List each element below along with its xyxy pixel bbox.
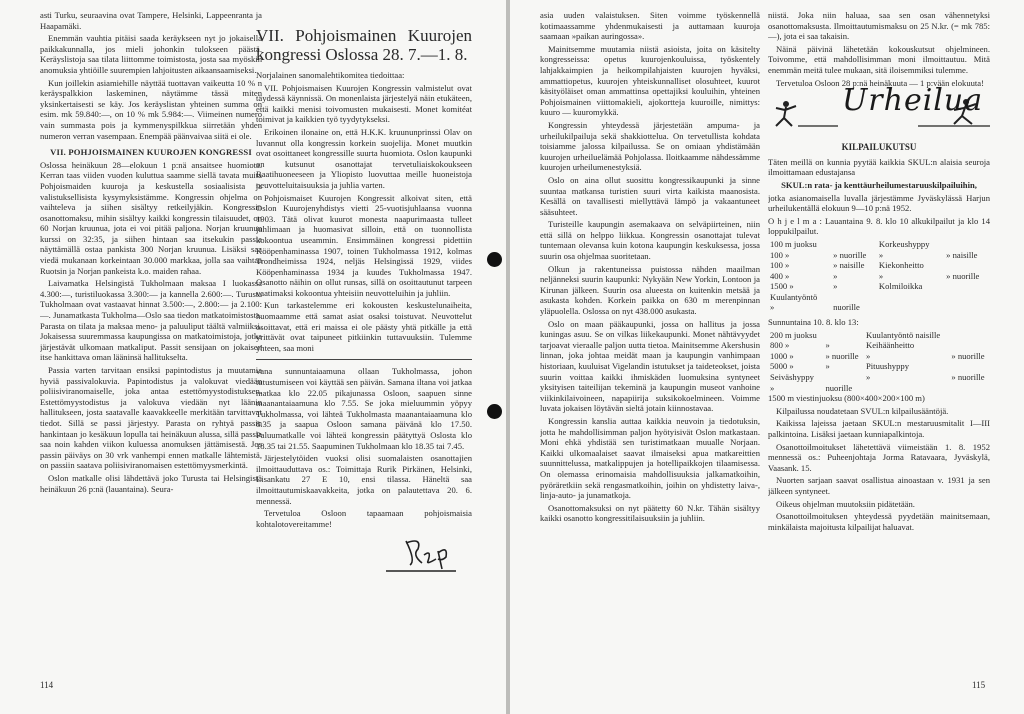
left-column-1	[40, 10, 262, 496]
table-cell: »	[770, 382, 775, 393]
paragraph: Oslo on aina ollut suosittu kongressikaupunki ja sinne suuntaa matkansa turistien suuri virta kaikista maanosista. Kesällä on tavallisesti miellyttävä lämpö ja vakaantuneet sääsuhteet.	[540, 174, 760, 217]
paragraph: Kun tarkastelemme eri kokousten keskustelunaiheita, huomaamme että samat asiat osaksi toistuvat. Neuvottelut osoittavat, että eri maissa ei ole päästy yhtä pitkälle ja että yrittävät ovat taipuneet pitkiinkin tuttavuuksiin. Tulemme yhteen, saa moni	[256, 300, 472, 353]
table-cell: nuorille	[825, 382, 853, 393]
paragraph: niistä. Joka niin haluaa, saa sen osan vähennetyksi osanottomaksusta. Ilmoittautumismaksu on 25 N.kr. (= mk 785:—), jota ei saa takaisin.	[768, 10, 990, 42]
table-row	[768, 239, 990, 250]
table-cell: »	[825, 361, 830, 372]
paragraph: Erikoinen ilonaine on, että H.K.K. kruununprinssi Olav on luvannut olla kongressin korkein suojelija. Monet muutkin ovat osoittaneet kongressille suurta huomiota. Oslon kaupunki on kutsunut osanottajat tervetuliaiskokoukseen Raatihuoneeseen ja Yliopisto luovuttaa meille huoneistoja neuvotteluitaisuuksia ja juhlia varten.	[256, 126, 472, 190]
paragraph: Kilpailussa noudatetaan SVUL:n kilpailusääntöjä.	[776, 405, 949, 416]
table-cell: nuorille	[833, 302, 860, 313]
program-table-saturday	[768, 239, 990, 313]
table-cell	[944, 292, 990, 303]
table-cell: » nuorille	[951, 350, 985, 361]
paragraph: Osanottoilmoitukset lähetettävä viimeistään 1. 8. 1952 mennessä os.: Puheenjohtaja Jorma Ratavaara, Jyväskylä, Vaasank. 15.	[768, 441, 990, 473]
table-cell	[949, 330, 990, 341]
paragraph: Pohjoismaiset Kuurojen Kongressit alkoivat siten, että Oslon Kuurojenyhdistys vietti 25-vuotisjuhlaansa vuonna 1903. Tätä olivat kuurot monesta naapurimaasta tulleet juhlimaan ja huomasivat silloin, että on tuonnollista kokoontua useammin. Ensimmäinen kongressi pidettiin Kööpenhaminassa 1907, toinen Tukholmassa 1912, kolmas Trondheimissa 1924, neljäs Helsingissä 1929, viides Kööpenhaminassa 1934 ja kuudes Tukholmassa 1947. Osanotto näihin on ollut runsas, sillä on osoittautunut tarpeen vaatimaksi kokoontua yhteisiin neuvotteluihin ja juhliin.	[256, 192, 472, 298]
right-column-1	[540, 10, 760, 526]
paragraph: Kongressin yhteydessä järjestetään ampuma- ja urheilukilpailuja sekä shakkiottelua. On tervetullista kohdata toisiamme jalossa kilpailussa. Se on omiaan yhdistämään kuurojen urheiluelämää Pohjolassa. Iloitkaamme nähdessämme kuurojen urheilumenestyksiä.	[540, 119, 760, 173]
table-cell: Keihäänheitto	[866, 340, 915, 351]
table-row	[768, 361, 990, 372]
divider	[256, 359, 472, 360]
table-cell: » nuorille	[833, 249, 867, 260]
table-cell	[949, 383, 990, 394]
table-cell: » nuorille	[946, 270, 980, 281]
paragraph: Norjalainen sanomalehtikomitea tiedoittaa:	[256, 70, 405, 80]
table-cell: Pituushyppy	[866, 361, 909, 372]
table-cell: »	[825, 340, 830, 351]
paragraph: Tervetuloa Osloon 28 p:nä heinäkuuta — 1 p:vään elokuuta!	[776, 77, 984, 88]
section-heading: VII. POHJOISMAINEN KUUROJEN KONGRESSI	[50, 147, 252, 158]
table-cell: Kuulantyöntö	[770, 291, 818, 302]
table-cell: » naisille	[833, 260, 865, 271]
article-title: VII. Pohjoismainen Kuurojen kongressi Oslossa 28. 7.—1. 8.	[256, 26, 472, 64]
binding-hole	[487, 404, 502, 419]
table-row	[768, 351, 990, 362]
table-cell: 1500 »	[770, 281, 794, 292]
paragraph: Enemmän vauhtia pitäisi saada keräykseen nyt jo jokaisella paikkakunnalla, jos mieli johonkin tulokseen päästä. Keräyslistoja saa tilata liittomme toimistosta, josta saa myöskin anomuksia yhtiöille suurempien lahjoitusten aikaansaamiseksi.	[40, 33, 262, 75]
paragraph: Oslo on maan pääkaupunki, jossa on hallitus ja jossa kuningas asuu. Se on vilkas liikekaupunki. Monet nähtävyydet tarjoavat vieraalle paljon uutta tietoa. Mainitsemme Akershusin linnan, joka johtaa meidät maan ja kaupungin vanhimpaan historiaan, kuuluisat Vigelandin istutukset ja taideteokset, joista suurin voittaa kaikki ihmiskäden luomuksina syntyneet yksityisen taiteilijan tekeminä ja kaupungin museot vanhoine viikinkilaivoineen, napapiirija suksikokoelmineen. Voimme luvata jokaisen löytävän sieltä jotain kiinnostavaa.	[540, 318, 760, 414]
table-cell: 400 »	[770, 270, 790, 281]
table-row	[768, 260, 990, 271]
banner-title: Urheilua	[842, 83, 984, 119]
page-number: 114	[40, 680, 54, 690]
left-page	[0, 0, 506, 714]
table-cell	[823, 372, 864, 383]
paragraph: Oslossa heinäkuun 28—elokuun 1 p:nä ansaitsee huomiota. Kerran taas viiden vuoden kuluttua saamme siellä tavata muita Pohjoismaiden kuuroja ja keskustella sosiaalisista ja valistuksellisista kysymyksistämme. Kongressin ohjelma on vaihteleva ja siihen sisältyy retkeilyjäkin. Kongressin osanottomaksu, mihin sisältyy kaikki kongressin tilaisuudet, on 60 Norjan kruunua, jota ei voi pitää paljona. Norjan kruunun kurssi on 32:35, ja siihen hintaan saa itsekukin passia näyttämällä ostaa pankista 300 Norjan kruunua. Lisäksi saa viedä mukanaan korkeintaan 30.000 markkaa, jolla saa vaihtaa Ruotsin ja Norjan pankeista k.o. maiden rahaa.	[40, 159, 262, 276]
paragraph: asti Turku, seuraavina ovat Tampere, Helsinki, Lappeenranta ja Haapamäki.	[40, 10, 262, 31]
table-cell: 200 m juoksu	[770, 329, 817, 340]
paragraph: Kaikissa lajeissa jaetaan SKUL:n mestaruusmitalit I—III palkintoina. Lisäksi jaetaan kunniapalkintoja.	[768, 418, 990, 439]
table-cell: Kuulantyöntö naisille	[866, 329, 941, 340]
table-cell: 1000 »	[770, 350, 794, 361]
table-cell	[877, 292, 944, 303]
table-cell: 100 »	[770, 260, 790, 271]
paragraph: Kongressin kanslia auttaa kaikkia neuvoin ja tiedotuksin, jotta he mahdollisimman paljon hyötyisivät Oslon matkastaan. Moni ehkä yhdistää sen turistimatkaan muualle Norjaan. Kaikki ulkomaalaiset saavat ilmaiseksi apua matkareittien suunnittelussa, matkalippujen ja hotellipaikkojen tilaamisessa. On olemassa erinomaisia mahdollisuuksia jalkamatkoihin, pyöräretkiin sekä rengasmatkoihin, joihin on yhdistetty laiva-, linja-auto- ja junamatkoja.	[540, 415, 760, 501]
paragraph: Laivamatka Helsingistä Tukholmaan maksaa I luokassa 4.300:—, turistiluokassa 3.300:— ja kannella 2.600:—. Turusta Tukholmaan ovat vastaavat hinnat 3.500:—, 2.800:— ja 2.100:—. Junamatkasta Tukholma—Oslo saa tiedon matkatoimistosta. Parasta on tilata ja maksaa meno- ja paluuliput täältä valmiiksi. Jokaisessa suuremmassa kaupungissa on matkatoimistoja, jotka järjestävät ulkomaan matkaliput. Passit sensijaan on jokaisen itse hankittava oman lääninsä hallitukselta.	[40, 278, 262, 363]
table-cell	[944, 239, 990, 250]
table-row	[768, 372, 990, 383]
table-row	[768, 250, 990, 261]
table-cell: »	[866, 372, 871, 383]
table-cell: » naisille	[946, 249, 978, 260]
table-cell: 100 m juoksu	[770, 238, 817, 249]
table-row	[768, 302, 990, 313]
table-cell	[823, 330, 864, 341]
paragraph: vana sunnuntaiaamuna ollaan Tukholmassa, johon tutustumiseen voi käyttää sen päivän. Samana iltana voi jatkaa matkaa klo 22.05 pikajunassa Osloon, saapuen sinne maanantaiaamuna klo 7.55. Se joka mieluummin yöpyy Tukholmassa, voi lähteä Tukholmasta maanantaiaamuna klo 8.35 ja saapua Osloon samana päivänä klo 17.50. Paluumatkalle voi lähteä kongressin päätyttyä Oslosta klo 18.35 tai 21.55. Saapuminen Tukholmaan klo 18.35 tai 7.45.	[256, 366, 472, 451]
signature-image	[256, 531, 472, 575]
page-number: 115	[972, 680, 986, 690]
table-cell	[877, 302, 944, 313]
signature	[256, 531, 472, 575]
table-cell: »	[770, 302, 775, 313]
table-cell	[949, 340, 990, 351]
table-cell: 100 »	[770, 249, 790, 260]
paragraph: Olkun ja rakentuneissa puistossa nähden maailman neljänneksi suurin kaupunki: Nykyään New Yorkin, Lontoon ja Kirunan jälkeen. Suurin osa alueesta on kuitenkin metsää ja asukasta kohden. Korkein paikka on 630 m merenpinnan yläpuolella. Oslossa on nyt 438.000 asukasta.	[540, 263, 760, 317]
table-cell: Kiekonheitto	[878, 260, 924, 271]
table-row	[768, 271, 990, 282]
table-cell: » nuorille	[825, 350, 859, 361]
paragraph: O h j e l m a : Lauantaina 9. 8. klo 10 alkukilpailut ja klo 14 loppukilpailut.	[768, 215, 990, 237]
table-cell	[831, 292, 877, 303]
paragraph: Järjestelytöiden vuoksi olisi suomalaisten osanottajien ilmoittauduttava os.: Toimittaja Rurik Pirkänen, Helsinki, Lisankatu 27 E 10, ensi tilassa. Häneltä saa ilmoittautumiskaavakkeita, jotka on palautettava 20. 6. mennessä.	[256, 453, 472, 506]
table-cell: Seiväshyppy	[770, 372, 814, 383]
table-cell: »	[878, 249, 884, 260]
table-cell	[944, 260, 990, 271]
table-cell: 5000 »	[770, 361, 794, 372]
right-page	[510, 0, 1024, 714]
table-row	[768, 281, 990, 292]
table-cell: Korkeushyppy	[878, 238, 930, 249]
table-cell	[944, 281, 990, 292]
paragraph: asia uuden valaistuksen. Siten voimme työskennellä kotimaassamme yhdenmukaisesti ja auttamaan kuuroja saamaan »paikan auringossa».	[540, 10, 760, 42]
table-cell: 800 »	[770, 340, 790, 351]
paragraph: Osanottoilmoituksen yhteydessä pyydetään mainitsemaan, minkälaista majoitusta kilpailijat haluavat.	[768, 511, 990, 532]
paragraph: Täten meillä on kunnia pyytää kaikkia SKUL:n alaisia seuroja ilmoittamaan edustajansa	[768, 156, 990, 178]
left-column-2	[256, 4, 472, 575]
paragraph: Nuorten sarjaan saavat osallistua ainoastaan v. 1931 ja sen jälkeen syntyneet.	[768, 475, 990, 496]
binding-hole	[487, 252, 502, 267]
paragraph: SKUL:n rata- ja kenttäurheilumestaruuskilpailuihin,	[781, 179, 977, 190]
urheilua-banner	[768, 83, 990, 132]
table-cell: »	[866, 350, 871, 361]
paragraph: jotka asianomaisella luvalla järjestämme Jyväskylässä Harjun urheilukentällä elokuun 9—10 p:nä 1952.	[768, 192, 990, 214]
paragraph: 1500 m viestinjuoksu (800×400×200×100 m)	[768, 393, 925, 404]
section-heading: KILPAILUKUTSU	[841, 142, 917, 153]
table-cell: Kolmiloikka	[878, 281, 923, 292]
table-cell: »	[833, 270, 838, 281]
paragraph: Passia varten tarvitaan ensiksi papintodistus ja muutamia hyviä passivalokuvia. Papintodistus ja valokuvat viedään poliisiviranomaiselle, joka antaa estettömyystodistuksen. Estettömyystodistus ja valokuva viedään nyt läänin hallitukseen, josta saatavalle kaavakkeelle merkitään tarvittavat tiedot. Sillä se passi järjestyy. Parasta on ryhtyä passin hankintaan jo kesäkuun lopulla tai heinäkuun alussa, sillä passia saa noin kahden viikon kuluessa anomuksen jättämisestä. Jos passin päiväys on 30 vrk vanhempi ennen matkalle lähtemistä, on passiin saatava poliisiviranomaisen estettömyysmerkintä.	[40, 365, 262, 471]
table-row	[768, 330, 990, 341]
paragraph: Sunnuntaina 10. 8. klo 13:	[768, 317, 859, 328]
table-row	[768, 340, 990, 351]
paragraph: Kun joillekin asiamiehille näyttää tuottavan vaikeutta 10 % n keräyspalkkion laskeminen, näytämme tässä miten yksinkertaisesti se käy. Jos keräyslistan yhteinen summa on esim. mk 59.840:—, on 10 % mk 5.984:—. Viimeinen numero vain summasta pois ja kymmenyspilkkua siirretään yhden numeron verran vasempaan. Enempää päänvaivaa siitä ei ole.	[40, 77, 262, 141]
right-column-2	[768, 10, 990, 534]
table-cell	[864, 383, 949, 394]
table-cell: »	[878, 270, 884, 281]
table-cell	[949, 361, 990, 372]
table-row	[768, 292, 990, 303]
paragraph: Näinä päivinä lähetetään kokouskutsut ohjelmineen. Toivomme, että mahdollisimman moni ilmoittautuu. Mitä enemmän meitä tulee mukaan, sitä iloisemmiksi tulemme.	[768, 43, 990, 75]
table-cell	[944, 302, 990, 313]
paragraph: Turisteille kaupungin asemakaava on selväpiirteinen, niin että sillä on helppo liikkua. Kongressin osanottajat tulevat tuntemaan olevansa kuin kotona kaupungin keskuksessa, jossa suurin osa ohjelmaa suoritetaan.	[540, 219, 760, 262]
table-row	[768, 383, 990, 394]
paragraph: Osanottomaksuksi on nyt päätetty 60 N.kr. Tähän sisältyy kaikki osanotto kongressitilaisuuksiin ja juhliin.	[540, 502, 760, 524]
paragraph: Tervetuloa Osloon tapaamaan pohjoismaisia kohtalotovereitamme!	[256, 508, 472, 529]
table-cell: »	[833, 281, 838, 292]
paragraph: VII. Pohjoismaisen Kuurojen Kongressin valmistelut ovat täydessä käynnissä. On monenlaista järjestelyä näin etukäteen, että kaikki menisi toivomusten mukaisesti. Monet komitéat toimivat ja kaikkien työ tyydytykseksi.	[256, 82, 472, 125]
paragraph: Oikeus ohjelman muutoksiin pidätetään.	[776, 498, 915, 509]
paragraph: Oslon matkalle olisi lähdettävä joko Turusta tai Helsingistä heinäkuun 26 p:nä (lauantaina). Seura-	[40, 472, 262, 494]
table-cell	[831, 239, 877, 250]
paragraph: Mainitsemme muutamia niistä asioista, joita on käsitelty kongresseissa: opetus kuurojenkouluissa, työskentely lahjakkaimpien ja heikompilahjaisten kuurojen hyväksi, ammattiopetus, kuurojen yhteiskunnalliset olosuhteet, kuurot käsityöläiset oman ammattinsa opettajiksi kouluihin, yhteinen Pohjoismainen viittomakieli, ajokortteja kuuroille, nimittys: kuuro — kuuromykkä.	[540, 43, 760, 118]
program-table-sunday	[768, 330, 990, 394]
table-cell: » nuorille	[951, 372, 985, 383]
